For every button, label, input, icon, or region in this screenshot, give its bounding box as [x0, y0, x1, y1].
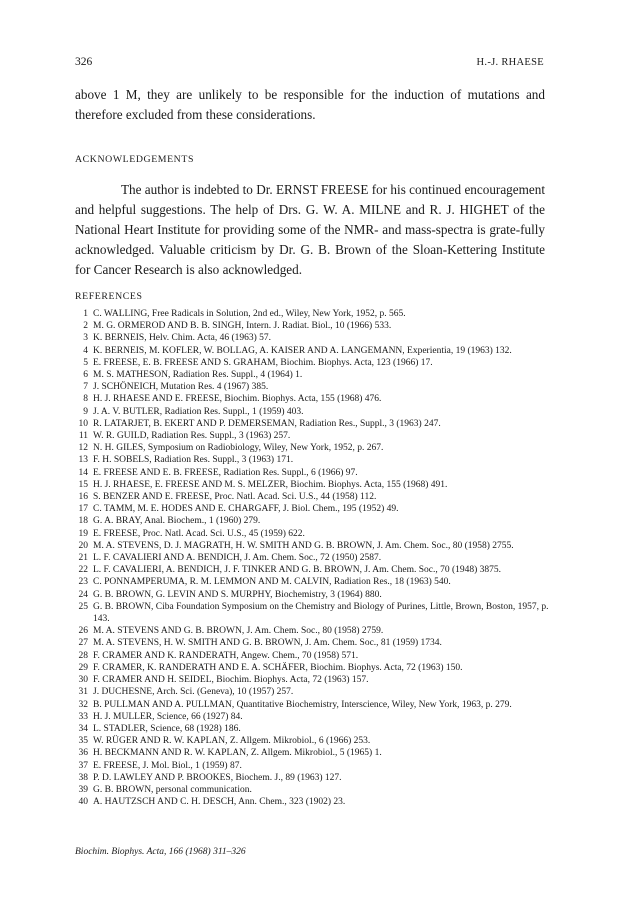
reference-text: E. FREESE, E. B. FREESE AND S. GRAHAM, Biochim. Biophys. Acta, 123 (1966) 17.	[93, 357, 433, 368]
reference-text: G. A. BRAY, Anal. Biochem., 1 (1960) 279.	[93, 516, 261, 527]
reference-item	[75, 699, 560, 711]
reference-text: W. R. GUILD, Radiation Res. Suppl., 3 (1963) 257.	[93, 431, 291, 442]
reference-text: B. PULLMAN AND A. PULLMAN, Quantitative Biochemistry, Interscience, Wiley, New York, 1963, p. 279.	[93, 699, 512, 710]
reference-text: H. J. MULLER, Science, 66 (1927) 84.	[93, 711, 243, 722]
reference-item	[75, 418, 560, 430]
running-header-author: H.-J. RHAESE	[476, 57, 544, 68]
reference-number: 19	[78, 528, 88, 539]
reference-text: C. TAMM, M. E. HODES AND E. CHARGAFF, J. Biol. Chem., 195 (1952) 49.	[93, 504, 399, 515]
reference-item	[75, 564, 560, 576]
reference-text: C. PONNAMPERUMA, R. M. LEMMON AND M. CALVIN, Radiation Res., 18 (1963) 540.	[93, 577, 451, 588]
reference-number: 7	[83, 382, 88, 393]
reference-item	[75, 332, 560, 344]
reference-text: M. A. STEVENS AND G. B. BROWN, J. Am. Chem. Soc., 80 (1958) 2759.	[93, 626, 384, 637]
reference-number: 32	[78, 699, 88, 710]
reference-number: 34	[78, 723, 88, 734]
acknowledgements-heading: ACKNOWLEDGEMENTS	[75, 154, 194, 165]
reference-item	[75, 662, 560, 674]
reference-item	[75, 650, 560, 662]
reference-item	[75, 576, 560, 588]
reference-item	[75, 381, 560, 393]
reference-number: 26	[78, 626, 88, 637]
reference-item	[75, 552, 560, 564]
reference-text: F. H. SOBELS, Radiation Res. Suppl., 3 (1963) 171.	[93, 455, 294, 466]
reference-list	[75, 308, 560, 808]
reference-item	[75, 442, 560, 454]
reference-number: 21	[78, 553, 88, 564]
reference-number: 29	[78, 662, 88, 673]
reference-number: 11	[78, 431, 88, 442]
reference-item	[75, 540, 560, 552]
intro-paragraph: above 1 M, they are unlikely to be responsible for the induction of mutations and therefore excluded from these considerations.	[75, 87, 545, 122]
reference-text: J. A. V. BUTLER, Radiation Res. Suppl., 1 (1959) 403.	[93, 406, 304, 417]
reference-item	[75, 601, 560, 625]
reference-number: 18	[78, 516, 88, 527]
reference-number: 23	[78, 577, 88, 588]
reference-number: 4	[83, 345, 88, 356]
reference-text: F. CRAMER AND K. RANDERATH, Angew. Chem., 70 (1958) 571.	[93, 650, 359, 661]
reference-item	[75, 784, 560, 796]
reference-text: G. B. BROWN, Ciba Foundation Symposium on the Chemistry and Biology of Purines, Little, Brown, Boston, 1957, p. 143.	[93, 601, 549, 625]
reference-item	[75, 430, 560, 442]
reference-number: 8	[83, 394, 88, 405]
reference-text: J. DUCHESNE, Arch. Sci. (Geneva), 10 (1957) 257.	[93, 687, 294, 698]
reference-number: 38	[78, 772, 88, 783]
reference-text: R. LATARJET, B. EKERT AND P. DEMERSEMAN, Radiation Res., Suppl., 3 (1963) 247.	[93, 418, 441, 429]
reference-text: M. S. MATHESON, Radiation Res. Suppl., 4 (1964) 1.	[93, 370, 303, 381]
reference-text: H. J. RHAESE, E. FREESE AND M. S. MELZER, Biochim. Biophys. Acta, 155 (1968) 491.	[93, 479, 448, 490]
reference-number: 10	[78, 418, 88, 429]
reference-number: 20	[78, 540, 88, 551]
reference-number: 37	[78, 760, 88, 771]
reference-number: 28	[78, 650, 88, 661]
reference-item	[75, 406, 560, 418]
reference-item	[75, 528, 560, 540]
reference-item	[75, 357, 560, 369]
reference-number: 15	[78, 479, 88, 490]
reference-text: L. STADLER, Science, 68 (1928) 186.	[93, 723, 241, 734]
reference-text: F. CRAMER, K. RANDERATH AND E. A. SCHÄFER, Biochim. Biophys. Acta, 72 (1963) 150.	[93, 662, 463, 673]
reference-number: 27	[78, 638, 88, 649]
reference-item	[75, 589, 560, 601]
reference-text: F. CRAMER AND H. SEIDEL, Biochim. Biophys. Acta, 72 (1963) 157.	[93, 675, 369, 686]
reference-item	[75, 723, 560, 735]
reference-item	[75, 747, 560, 759]
reference-item	[75, 760, 560, 772]
reference-item	[75, 454, 560, 466]
reference-number: 40	[78, 797, 88, 808]
reference-text: P. D. LAWLEY AND P. BROOKES, Biochem. J., 89 (1963) 127.	[93, 772, 342, 783]
reference-number: 39	[78, 784, 88, 795]
reference-text: L. F. CAVALIERI, A. BENDICH, J. F. TINKER AND G. B. BROWN, J. Am. Chem. Soc., 70 (1948) 3875.	[93, 565, 502, 576]
reference-item	[75, 308, 560, 320]
reference-number: 35	[78, 736, 88, 747]
reference-text: N. H. GILES, Symposium on Radiobiology, Wiley, New York, 1952, p. 267.	[93, 443, 384, 454]
reference-item	[75, 467, 560, 479]
reference-text: G. B. BROWN, G. LEVIN AND S. MURPHY, Biochemistry, 3 (1964) 880.	[93, 589, 382, 600]
reference-item	[75, 674, 560, 686]
reference-text: C. WALLING, Free Radicals in Solution, 2nd ed., Wiley, New York, 1952, p. 565.	[93, 309, 406, 319]
acknowledgements-paragraph: The author is indebted to Dr. ERNST FREESE for his continued encouragement and helpful suggestions. The help of Drs. G. W. A. MILNE and R. J. HIGHET of the National Heart Institute for providing some of the NMR- and mass-spectra is grate-fully acknowledged. Valuable criticism by Dr. G. B. Brown of the Sloan-Kettering Institute for Cancer Research is also acknowledged.	[75, 182, 545, 277]
reference-text: A. HAUTZSCH AND C. H. DESCH, Ann. Chem., 323 (1902) 23.	[93, 797, 346, 808]
reference-number: 14	[78, 467, 88, 478]
journal-footer: Biochim. Biophys. Acta, 166 (1968) 311–326	[75, 847, 246, 857]
reference-text: G. B. BROWN, personal communication.	[93, 784, 252, 795]
reference-text: H. BECKMANN AND R. W. KAPLAN, Z. Allgem. Mikrobiol., 5 (1965) 1.	[93, 748, 382, 759]
reference-text: M. A. STEVENS, D. J. MAGRATH, H. W. SMITH AND G. B. BROWN, J. Am. Chem. Soc., 80 (1958) 2755.	[93, 540, 514, 551]
reference-number: 2	[83, 321, 88, 332]
reference-text: E. FREESE, J. Mol. Biol., 1 (1959) 87.	[93, 760, 242, 771]
reference-item	[75, 796, 560, 808]
reference-number: 31	[78, 687, 88, 698]
page-number: 326	[75, 56, 93, 68]
reference-number: 33	[78, 711, 88, 722]
reference-text: L. F. CAVALIERI AND A. BENDICH, J. Am. Chem. Soc., 72 (1950) 2587.	[93, 553, 382, 564]
reference-text: E. FREESE, Proc. Natl. Acad. Sci. U.S., 45 (1959) 622.	[93, 528, 305, 539]
reference-text: J. SCHÖNEICH, Mutation Res. 4 (1967) 385.	[93, 382, 269, 393]
reference-text: K. BERNEIS, M. KOFLER, W. BOLLAG, A. KAISER AND A. LANGEMANN, Experientia, 19 (1963) 132.	[93, 345, 512, 356]
reference-text: M. A. STEVENS, H. W. SMITH AND G. B. BROWN, J. Am. Chem. Soc., 81 (1959) 1734.	[93, 638, 442, 649]
reference-item	[75, 711, 560, 723]
reference-item	[75, 503, 560, 515]
reference-item	[75, 637, 560, 649]
reference-number: 36	[78, 748, 88, 759]
reference-number: 3	[83, 333, 88, 344]
reference-number: 16	[78, 492, 88, 503]
reference-item	[75, 515, 560, 527]
reference-text: M. G. ORMEROD AND B. B. SINGH, Intern. J. Radiat. Biol., 10 (1966) 533.	[93, 321, 392, 332]
reference-item	[75, 320, 560, 332]
reference-number: 22	[78, 565, 88, 576]
reference-text: K. BERNEIS, Helv. Chim. Acta, 46 (1963) 57.	[93, 333, 272, 344]
reference-number: 12	[78, 443, 88, 454]
reference-item	[75, 345, 560, 357]
reference-item	[75, 772, 560, 784]
reference-number: 5	[83, 357, 88, 368]
reference-item	[75, 735, 560, 747]
reference-item	[75, 369, 560, 381]
references-heading: REFERENCES	[75, 291, 143, 302]
reference-text: S. BENZER AND E. FREESE, Proc. Natl. Acad. Sci. U.S., 44 (1958) 112.	[93, 492, 377, 503]
reference-text: E. FREESE AND E. B. FREESE, Radiation Res. Suppl., 6 (1966) 97.	[93, 467, 358, 478]
reference-text: W. RÜGER AND R. W. KAPLAN, Z. Allgem. Mikrobiol., 6 (1966) 253.	[93, 736, 371, 747]
reference-item	[75, 479, 560, 491]
reference-number: 6	[83, 370, 88, 381]
reference-number: 25	[78, 601, 88, 612]
reference-text: H. J. RHAESE AND E. FREESE, Biochim. Biophys. Acta, 155 (1968) 476.	[93, 394, 382, 405]
reference-number: 24	[78, 589, 88, 600]
reference-item	[75, 491, 560, 503]
reference-item	[75, 625, 560, 637]
reference-number: 1	[83, 309, 88, 319]
reference-number: 13	[78, 455, 88, 466]
reference-number: 9	[83, 406, 88, 417]
reference-number: 17	[78, 504, 88, 515]
reference-item	[75, 686, 560, 698]
reference-number: 30	[78, 675, 88, 686]
reference-item	[75, 393, 560, 405]
